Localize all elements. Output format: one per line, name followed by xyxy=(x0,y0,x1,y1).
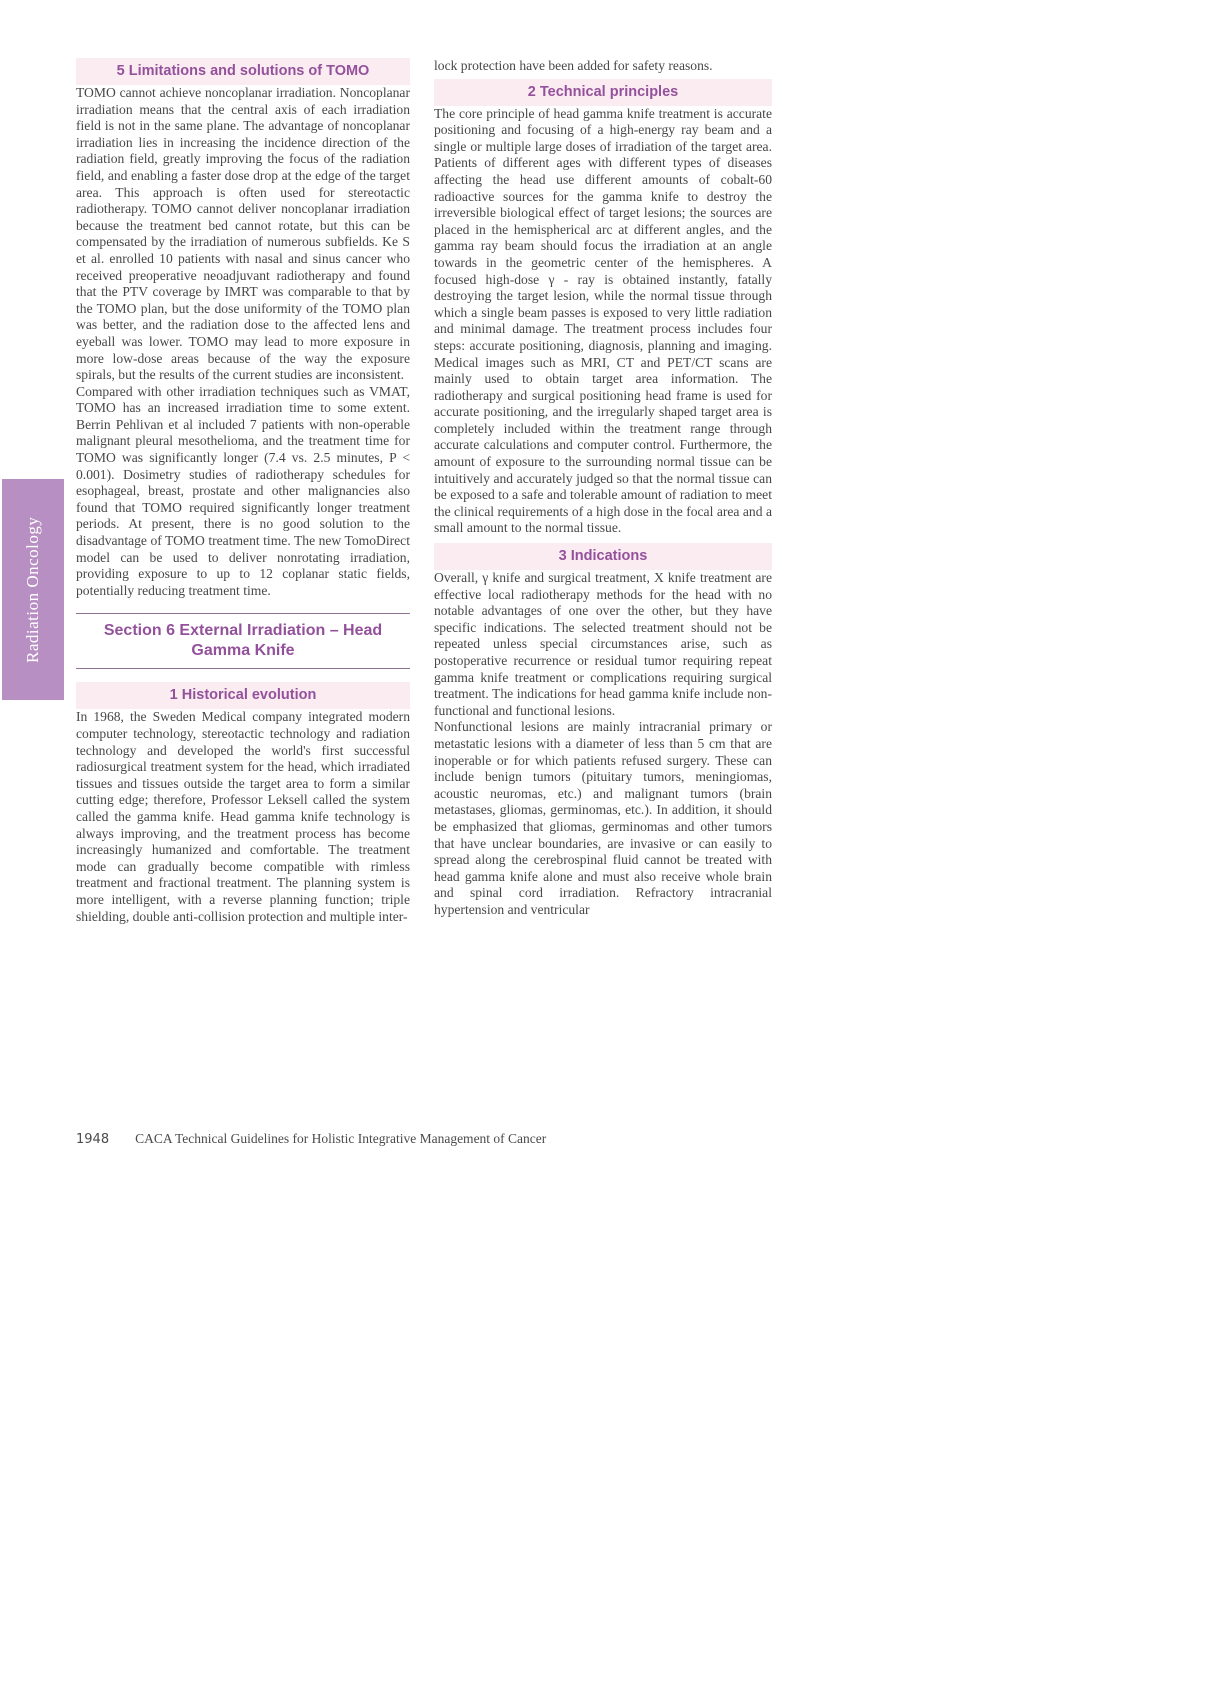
chapter-tab-label: Radiation Oncology xyxy=(23,516,42,663)
section-heading-external-irradiation: Section 6 External Irradiation – Head Gamma Knife xyxy=(76,613,410,669)
heading-indications: 3 Indications xyxy=(434,543,772,570)
page-number: 1948 xyxy=(76,1132,110,1147)
paragraph-limitations-2: Compared with other irradiation techniques such as VMAT, TOMO has an increased irradiation time to some extent. Berrin Pehlivan et al included 7 patients with non-operable malignant pleural mesothelioma, and the treatment time for TOMO was significantly longer (7.4 vs. 2.5 minutes, P < 0.001). Dosimetry studies of radiotherapy schedules for esophageal, breast, prostate and other malignancies also found that TOMO required significantly longer treatment periods. At present, there is no good solution to the disadvantage of TOMO treatment time. The new TomoDirect model can be used to deliver nonrotating irradiation, providing exposure to up to 12 coplanar static fields, potentially reducing treatment time. xyxy=(76,383,410,598)
page-footer xyxy=(76,1131,776,1147)
heading-limitations-of-tomo: 5 Limitations and solutions of TOMO xyxy=(76,58,410,85)
right-column xyxy=(434,58,772,919)
paragraph-indications-2: Nonfunctional lesions are mainly intracranial primary or metastatic lesions with a diameter of less than 5 cm that are inoperable or for which patients refused surgery. These can include benign tumors (pituitary tumors, meningiomas, acoustic neuromas, etc.) and malignant tumors (brain metastases, gliomas, germinomas, etc.). In addition, it should be emphasized that gliomas, germinomas and other tumors that have unclear boundaries, are invasive or can easily to spread along the cerebrospinal fluid cannot be treated with head gamma knife alone and must also receive whole brain and spinal cord irradiation. Refractory intracranial hypertension and ventricular xyxy=(434,719,772,917)
paragraph-historical-evolution: In 1968, the Sweden Medical company integrated modern computer technology, stereotactic technology and radiation technology and developed the world's first successful radiosurgical treatment system for the head, which irradiated tissues and tissues outside the target area to form a similar cutting edge; therefore, Professor Leksell called the system called the gamma knife. Head gamma knife technology is always improving, and the treatment process has become increasingly humanized and comfortable. The treatment mode can gradually become compatible with rimless treatment and fractional treatment. The planning system is more intelligent, with a reverse planning function; triple shielding, double anti-collision protection and multiple inter- xyxy=(76,709,410,924)
chapter-tab xyxy=(2,479,64,700)
paragraph-technical-principles: The core principle of head gamma knife treatment is accurate positioning and focusing of a high-energy ray beam and a single or multiple large doses of irradiation of the target area. Patients of different ages with different types of diseases affecting the head use different amounts of cobalt-60 radioactive sources for the gamma knife to destroy the irreversible biological effect of target lesions; the sources are placed in the hemispherical arc at different angles, and the gamma ray beam should focus the irradiation at an angle towards in the geometric center of the hemispheres. A focused high-dose γ - ray is obtained instantly, fatally destroying the target lesion, while the normal tissue through which a single beam passes is exposed to very little radiation and minimal damage. The treatment process includes four steps: accurate positioning, diagnosis, planning and imaging. Medical images such as MRI, CT and PET/CT scans are mainly used to obtain target area information. The radiotherapy and surgical positioning head frame is used for accurate positioning, and the irregularly shaped target area is completely included within the treatment range through accurate calculations and computer control. Furthermore, the amount of exposure to the surrounding normal tissue can be intuitively and accurately judged so that the normal tissue can be exposed to a safe and tolerable amount of radiation to meet the clinical requirements of a high dose in the focal area and a small amount to the normal tissue. xyxy=(434,105,772,536)
footer-title: CACA Technical Guidelines for Holistic Integrative Management of Cancer xyxy=(135,1131,547,1146)
paragraph-continuation: lock protection have been added for safety reasons. xyxy=(434,58,713,73)
heading-historical-evolution: 1 Historical evolution xyxy=(76,682,410,709)
heading-technical-principles: 2 Technical principles xyxy=(434,79,772,106)
paragraph-limitations-1: TOMO cannot achieve noncoplanar irradiation. Noncoplanar irradiation means that the central axis of each irradiation field is not in the same plane. The advantage of noncoplanar irradiation lies in increasing the incidence direction of the radiation field, greatly improving the focus of the radiation field, and enabling a faster dose drop at the edge of the target area. This approach is often used for stereotactic radiotherapy. TOMO cannot deliver noncoplanar irradiation because the treatment bed cannot rotate, but this can be compensated by the irradiation of numerous subfields. Ke S et al. enrolled 10 patients with nasal and sinus cancer who received preoperative neoadjuvant radiotherapy and found that the PTV coverage by IMRT was comparable to that by the TOMO plan, but the dose uniformity of the TOMO plan was better, and the radiation dose to the affected lens and eyeball was lower. TOMO may lead to more exposure in more low-dose areas because of the way the exposure spirals, but the results of the current studies are inconsistent. xyxy=(76,85,410,383)
paragraph-indications-1: Overall, γ knife and surgical treatment, X knife treatment are effective local radiotherapy methods for the head with no notable advantages of one over the other, but they have specific indications. The selected treatment should not be repeated unless special circumstances arise, such as postoperative recurrence or residual tumor requiring repeat gamma knife treatment or complications requiring surgical treatment. The indications for head gamma knife include non-functional and functional lesions. xyxy=(434,570,772,718)
left-column xyxy=(76,58,410,925)
